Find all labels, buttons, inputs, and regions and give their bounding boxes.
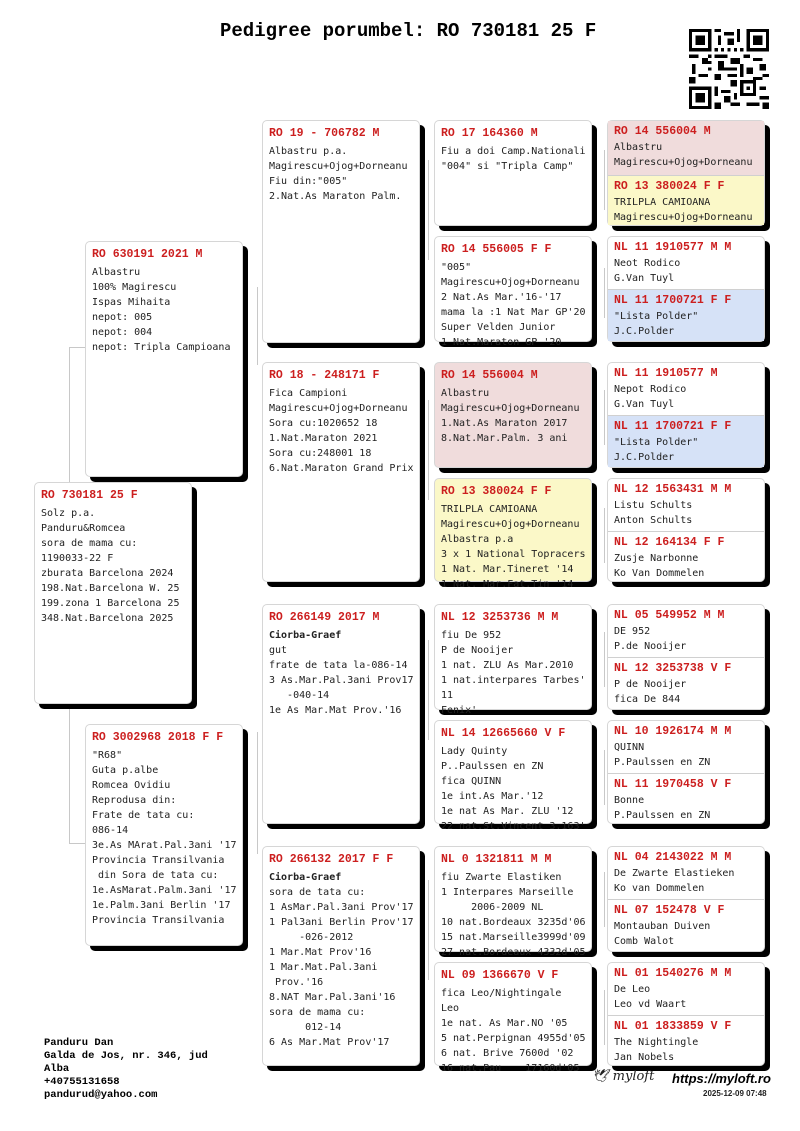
owner-name: Panduru Dan <box>44 1037 114 1049</box>
ancestor-dam[interactable] <box>608 657 764 709</box>
pigeon-info: Fiu a doi Camp.Nationali "004" si "Tripla Camp" <box>441 146 586 172</box>
pigeon-info: Albastru Magirescu+Ojog+Dorneanu <box>614 142 753 168</box>
ancestor-pair-card[interactable] <box>607 962 765 1066</box>
pigeon-info: P de Nooijer fica De 844 <box>614 679 687 705</box>
pigeon-info: Albastru 100% Magirescu Ispas Mihaita nepot: 005 nepot: 004 nepot: Tripla Campioana <box>92 267 231 353</box>
pigeon-info: Neot Rodico G.Van Tuyl <box>614 258 681 284</box>
pigeon-info: "Lista Polder" J.C.Polder <box>614 311 699 337</box>
ring-number: NL 12 3253738 V F <box>614 662 732 675</box>
ring-number: NL 12 1563431 M M <box>614 483 732 496</box>
ring-number: RO 13 380024 F F <box>441 485 552 498</box>
pigeon-info: Albastru p.a. Magirescu+Ojog+Dorneanu Fiu din:"005" 2.Nat.As Maraton Palm. <box>269 146 408 202</box>
pigeon-info: QUINN P.Paulssen en ZN <box>614 742 711 768</box>
ring-number: RO 14 556004 M <box>441 369 538 382</box>
myloft-logo <box>592 1069 654 1084</box>
pigeon-info: De Zwarte Elastieken Ko van Dommelen <box>614 868 735 894</box>
ring-number: NL 14 12665660 V F <box>441 727 566 740</box>
ancestor-pair-card[interactable] <box>607 604 765 710</box>
ancestor-pair-card[interactable] <box>607 720 765 824</box>
great-grandparent-card[interactable] <box>434 604 592 716</box>
pigeon-info: Fica Campioni Magirescu+Ojog+Dorneanu Sora cu:1020652 18 1.Nat.Maraton 2021 Sora cu:248001 18 6.Nat.Maraton Grand Prix <box>269 388 414 474</box>
pigeon-info: DE 952 P.de Nooijer <box>614 626 687 652</box>
ancestor-pair-card[interactable] <box>607 120 765 226</box>
pigeon-info: "Lista Polder" J.C.Polder <box>614 437 699 463</box>
ring-number: NL 01 1540276 M M <box>614 967 732 980</box>
great-grandparent-card[interactable] <box>434 478 592 590</box>
sire-card[interactable] <box>85 241 243 477</box>
pigeon-info: TRILPLA CAMIOANA Magirescu+Ojog+Dorneanu Albastra p.a 3 x 1 National Topracers 1 Nat. Mar.Tineret '14 1 Nat. Mar.Fat.Tin '14 <box>441 504 586 590</box>
ancestor-sire[interactable] <box>608 963 764 1015</box>
ancestor-dam[interactable] <box>608 175 764 225</box>
pigeon-info: TRILPLA CAMIOANA Magirescu+Ojog+Dorneanu <box>614 197 753 223</box>
connector-line <box>604 268 605 318</box>
ring-number: NL 12 3253736 M M <box>441 611 559 624</box>
connector-line <box>69 705 70 843</box>
ancestor-sire[interactable] <box>608 847 764 899</box>
ancestor-sire[interactable] <box>608 605 764 657</box>
ring-number: NL 05 549952 M M <box>614 609 725 622</box>
ring-number: RO 14 556004 M <box>614 125 711 138</box>
pigeon-info: Lady Quinty P..Paulssen en ZN fica QUINN 1e int.As Mar.'12 1e nat As Mar. ZLU '12 22 nat.St.Vincent 3.163' <box>441 746 586 832</box>
pigeon-info: Albastru Magirescu+Ojog+Dorneanu 1.Nat.As Maraton 2017 8.Nat.Mar.Palm. 3 ani <box>441 388 580 444</box>
grandparent-card[interactable] <box>262 120 420 343</box>
ring-number: RO 17 164360 M <box>441 127 538 140</box>
pigeon-info: "R68" Guta p.albe Romcea Ovidiu Reprodusa din: Frate de tata cu: 086-14 3e.As MArat.Pal.3ani '17 Provincia Transilvania din Sora de tata cu: 1e.AsMarat.Palm.3ani '17 1e.Palm.3ani Berlin '17 Provincia Transilvania <box>92 750 237 926</box>
pigeon-info: Solz p.a. Panduru&Romcea sora de mama cu: 1190033-22 F zburata Barcelona 2024 198.Nat.Barcelona W. 25 199.zona 1 Barcelona 25 348.Nat.Barcelona 2025 <box>41 508 180 624</box>
ancestor-dam[interactable] <box>608 289 764 341</box>
ring-number: NL 11 1910577 M <box>614 367 718 380</box>
ring-number: RO 266149 2017 M <box>269 611 380 624</box>
pigeon-info: De Leo Leo vd Waart <box>614 984 687 1010</box>
connector-line <box>257 732 258 854</box>
website-link[interactable]: https://myloft.ro <box>672 1071 771 1086</box>
pigeon-notes: gut frate de tata la-086-14 3 As.Mar.Pal.3ani Prov17 -040-14 1e As Mar.Mat Prov.'16 <box>269 645 414 716</box>
great-grandparent-card[interactable] <box>434 120 592 226</box>
ring-number: RO 18 - 248171 F <box>269 369 380 382</box>
ring-number: RO 13 380024 F F <box>614 180 725 193</box>
qr-code <box>689 29 769 109</box>
grandparent-card[interactable] <box>262 604 420 824</box>
pigeon-info: "005" Magirescu+Ojog+Dorneanu 2 Nat.As Mar.'16-'17 mama la :1 Nat Mar GP'20 Super Velden Junior 1 Nat.Maraton GP '20 <box>441 262 586 348</box>
ring-number: NL 11 1910577 M M <box>614 241 732 254</box>
generated-date: 2025-12-09 07:48 <box>703 1089 767 1098</box>
great-grandparent-card[interactable] <box>434 362 592 468</box>
ring-number: RO 630191 2021 M <box>92 248 203 261</box>
connector-line <box>604 150 605 210</box>
logo-text: myloft <box>612 1069 655 1084</box>
ring-number: RO 266132 2017 F F <box>269 853 394 866</box>
owner-address: Galda de Jos, nr. 346, jud <box>44 1050 208 1062</box>
ancestor-pair-card[interactable] <box>607 478 765 582</box>
ring-number: NL 04 2143022 M M <box>614 851 732 864</box>
ancestor-pair-card[interactable] <box>607 236 765 342</box>
bird-icon: 🕊 <box>592 1069 609 1084</box>
great-grandparent-card[interactable] <box>434 962 592 1074</box>
pigeon-info <box>263 866 419 1050</box>
connector-line <box>604 750 605 805</box>
connector-line <box>69 347 85 348</box>
ring-number: NL 11 1700721 F F <box>614 420 732 433</box>
pigeon-notes: sora de tata cu: 1 AsMar.Pal.3ani Prov'17 1 Pal3ani Berlin Prov'17 -026-2012 1 Mar.Mat Prov'16 1 Mar.Mat.Pal.3ani Prov.'16 8.NAT Mar.Pal.3ani'16 sora de mama cu: 012-14 6 As Mar.Mat Prov'17 <box>269 887 414 1048</box>
ring-number: RO 730181 25 F <box>41 489 138 502</box>
great-grandparent-card[interactable] <box>434 720 592 832</box>
ancestor-dam[interactable] <box>608 1015 764 1065</box>
ring-number: RO 3002968 2018 F F <box>92 731 224 744</box>
owner-email[interactable]: pandurud@yahoo.com <box>44 1089 158 1101</box>
ring-number: NL 0 1321811 M M <box>441 853 552 866</box>
connector-line <box>428 880 429 980</box>
ring-number: NL 09 1366670 V F <box>441 969 559 982</box>
breeder-name: Ciorba-Graef <box>269 630 342 641</box>
pigeon-info: Bonne P.Paulssen en ZN <box>614 795 711 821</box>
owner-contact <box>44 1037 208 1102</box>
ancestor-sire[interactable] <box>608 121 764 175</box>
pigeon-info: Zusje Narbonne Ko Van Dommelen <box>614 553 705 579</box>
dam-card[interactable] <box>85 724 243 946</box>
pigeon-info: fica Leo/Nightingale Leo 1e nat. As Mar.NO '05 5 nat.Perpignan 4955d'05 6 nat. Brive 7600d '02 16 nat.Pau 17160d'05 <box>441 988 586 1074</box>
ancestor-dam[interactable] <box>608 531 764 581</box>
connector-line <box>604 390 605 445</box>
great-grandparent-card[interactable] <box>434 846 592 958</box>
pigeon-info: Nepot Rodico G.Van Tuyl <box>614 384 687 410</box>
ancestor-sire[interactable] <box>608 237 764 289</box>
connector-line <box>604 872 605 927</box>
ancestor-dam[interactable] <box>608 773 764 823</box>
pigeon-info: fiu De 952 P de Nooijer 1 nat. ZLU As Mar.2010 1 nat.interpares Tarbes' 11 Fenix' <box>441 630 586 716</box>
connector-line <box>604 990 605 1045</box>
ancestor-dam[interactable] <box>608 899 764 951</box>
ancestor-sire[interactable] <box>608 721 764 773</box>
ring-number: RO 19 - 706782 M <box>269 127 380 140</box>
ancestor-pair-card[interactable] <box>607 846 765 952</box>
ancestor-pair-card[interactable] <box>607 362 765 468</box>
ring-number: NL 07 152478 V F <box>614 904 725 917</box>
ancestor-sire[interactable] <box>608 479 764 531</box>
ring-number: NL 11 1970458 V F <box>614 778 732 791</box>
connector-line <box>428 400 429 500</box>
connector-line <box>69 347 70 483</box>
pigeon-info <box>263 624 419 718</box>
ring-number: RO 14 556005 F F <box>441 243 552 256</box>
breeder-name: Ciorba-Graef <box>269 872 342 883</box>
connector-line <box>69 843 85 844</box>
connector-line <box>428 160 429 260</box>
connector-line <box>604 508 605 563</box>
grandparent-card[interactable] <box>262 362 420 582</box>
owner-address-county: Alba <box>44 1063 70 1075</box>
ring-number: NL 11 1700721 F F <box>614 294 732 307</box>
page-title: Pedigree porumbel: RO 730181 25 F <box>220 20 597 42</box>
ancestor-sire[interactable] <box>608 363 764 415</box>
owner-phone: +40755131658 <box>44 1076 120 1088</box>
pigeon-info: The Nightingle Jan Nobels <box>614 1037 699 1063</box>
ancestor-dam[interactable] <box>608 415 764 467</box>
ring-number: NL 10 1926174 M M <box>614 725 732 738</box>
pigeon-info: Montauban Duiven Comb Walot <box>614 921 711 947</box>
grandparent-card[interactable] <box>262 846 420 1066</box>
connector-line <box>428 640 429 740</box>
ring-number: NL 12 164134 F F <box>614 536 725 549</box>
pigeon-info: Listu Schults Anton Schults <box>614 500 693 526</box>
ring-number: NL 01 1833859 V F <box>614 1020 732 1033</box>
connector-line <box>257 287 258 365</box>
subject-card[interactable] <box>34 482 192 704</box>
great-grandparent-card[interactable] <box>434 236 592 348</box>
connector-line <box>604 632 605 687</box>
pigeon-info: fiu Zwarte Elastiken 1 Interpares Marseille 2006-2009 NL 10 nat.Bordeaux 3235d'06 15 nat.Marseille3999d'09 27 nat.Bordeaux 4332d'05 <box>441 872 586 958</box>
